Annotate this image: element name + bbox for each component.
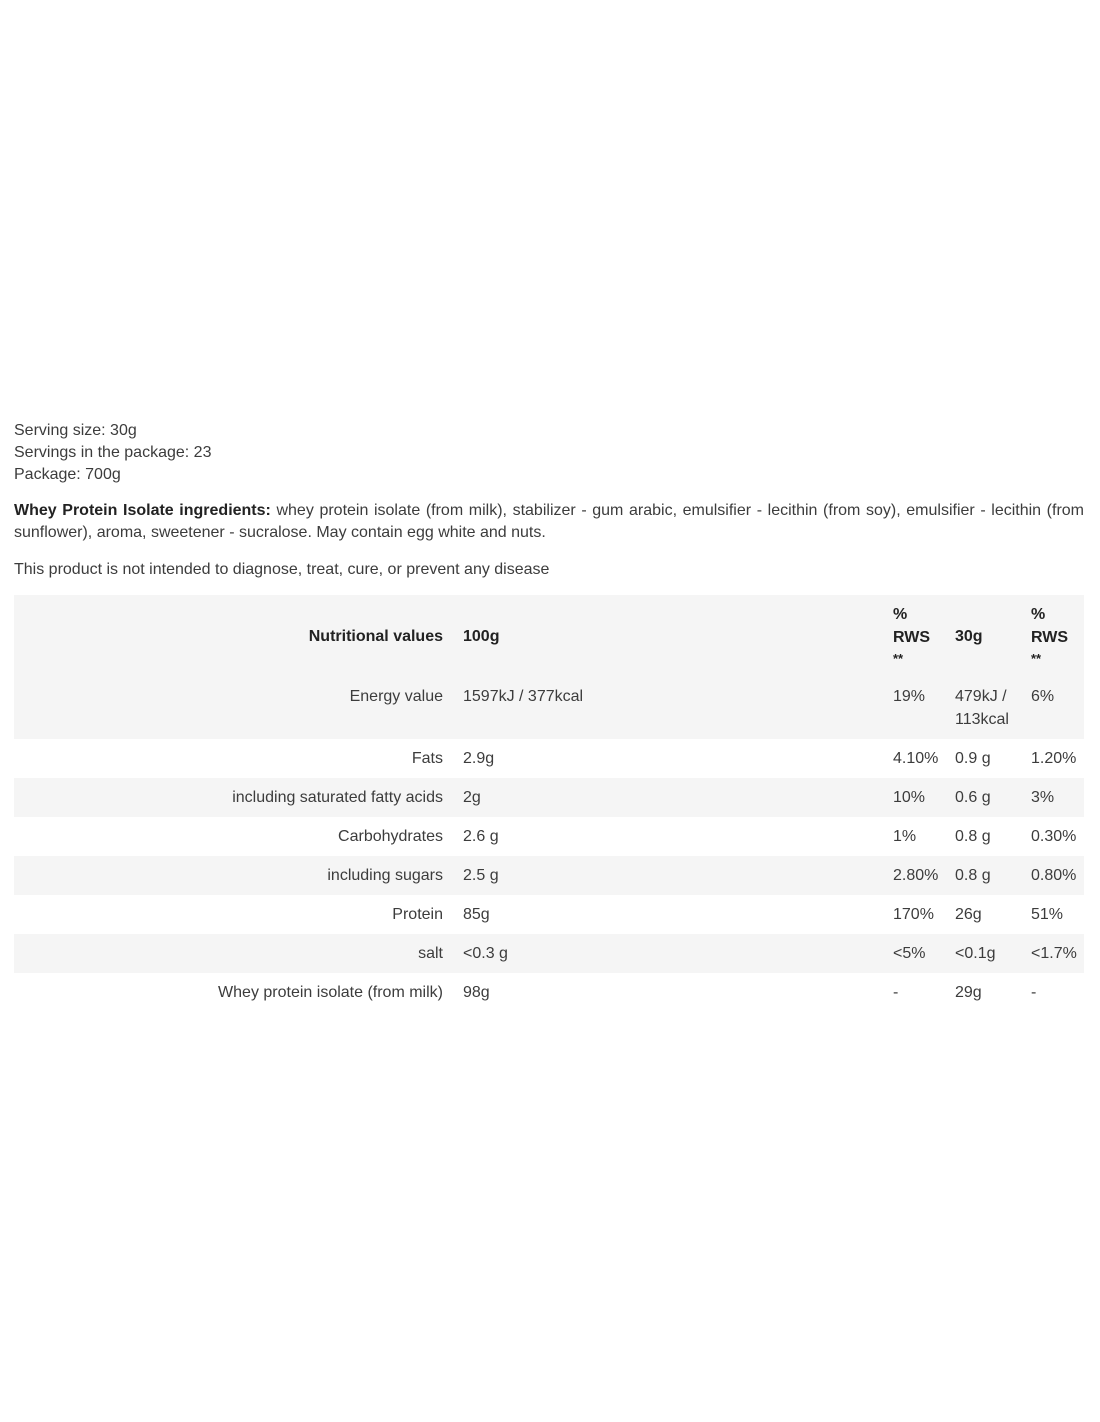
row-rws-100g: <5% [893, 945, 926, 962]
row-rws-30g: 1.20% [1031, 750, 1077, 767]
table-row [14, 934, 1084, 973]
row-rws-100g: 170% [893, 906, 934, 923]
row-rws-30g: 3% [1031, 789, 1055, 806]
package-size: Package: 700g [14, 466, 121, 483]
row-per-100g: 85g [463, 906, 490, 923]
row-name: Protein [392, 906, 443, 923]
table-row [14, 895, 1084, 934]
row-rws-100g: - [893, 984, 899, 1001]
row-per-100g: 1597kJ / 377kcal [463, 688, 584, 705]
row-rws-30g: 51% [1031, 906, 1064, 923]
table-row [14, 677, 1084, 739]
row-per-100g: 2.6 g [463, 828, 499, 845]
table-row [14, 973, 1084, 1012]
row-per-100g: 2.9g [463, 750, 495, 767]
row-per-30g: 0.8 g [955, 867, 991, 884]
header-rws-label: RWS [1031, 629, 1069, 646]
table-row [14, 856, 1084, 895]
row-per-100g: <0.3 g [463, 945, 508, 962]
table-header-row [14, 595, 1084, 677]
row-rws-100g: 1% [893, 828, 917, 845]
row-name: Fats [411, 750, 443, 767]
table-row [14, 778, 1084, 817]
ingredients-text: whey protein isolate (from milk), stabilizer - gum arabic, emulsifier - lecithin (from soy), emulsifier - lecithin (from sunflower), aroma, sweetener - sucralose. May contain egg white and nuts. [14, 502, 1085, 541]
header-rws-asterisks: ** [1031, 651, 1042, 666]
row-per-30g: 0.8 g [955, 828, 991, 845]
row-per-30g: 26g [955, 906, 982, 923]
header-rws-percent: % [893, 606, 908, 623]
ingredients [14, 500, 1084, 544]
row-name: including sugars [327, 867, 443, 884]
row-rws-30g: <1.7% [1031, 945, 1077, 962]
row-per-30g: 29g [955, 984, 982, 1001]
header-nutritional-values: Nutritional values [308, 627, 443, 645]
header-rws-asterisks: ** [893, 651, 904, 666]
servings-count: Servings in the package: 23 [14, 444, 212, 461]
nutrition-table [14, 595, 1084, 1012]
header-rws-percent: % [1031, 606, 1046, 623]
row-name: salt [418, 945, 443, 962]
row-per-100g: 2g [463, 789, 481, 806]
row-per-30g: 0.6 g [955, 789, 991, 806]
serving-size: Serving size: 30g [14, 422, 137, 439]
header-rws-label: RWS [893, 629, 931, 646]
table-row [14, 817, 1084, 856]
row-per-30g: 479kJ / 113kcal [955, 688, 1009, 728]
header-rws-30g [1031, 595, 1084, 677]
serving-info [14, 420, 1084, 486]
row-name: Energy value [349, 688, 443, 705]
row-rws-100g: 4.10% [893, 750, 939, 767]
row-rws-100g: 19% [893, 688, 926, 705]
row-rws-30g: 0.80% [1031, 867, 1077, 884]
disclaimer: This product is not intended to diagnose, treat, cure, or prevent any disease [14, 561, 550, 578]
row-rws-30g: - [1031, 984, 1037, 1001]
row-rws-30g: 0.30% [1031, 828, 1077, 845]
row-name: Carbohydrates [338, 828, 443, 845]
row-rws-100g: 2.80% [893, 867, 939, 884]
row-name: including saturated fatty acids [232, 789, 443, 806]
table-row [14, 739, 1084, 778]
row-per-100g: 2.5 g [463, 867, 499, 884]
header-100g: 100g [463, 627, 500, 645]
header-30g: 30g [955, 627, 983, 645]
row-per-100g: 98g [463, 984, 490, 1001]
row-rws-30g: 6% [1031, 688, 1055, 705]
ingredients-label: Whey Protein Isolate ingredients: [14, 502, 271, 519]
row-rws-100g: 10% [893, 789, 926, 806]
product-info [14, 420, 1084, 1012]
row-per-30g: 0.9 g [955, 750, 991, 767]
row-name: Whey protein isolate (from milk) [218, 984, 443, 1001]
row-per-30g: <0.1g [955, 945, 996, 962]
header-rws-100g [893, 595, 955, 677]
